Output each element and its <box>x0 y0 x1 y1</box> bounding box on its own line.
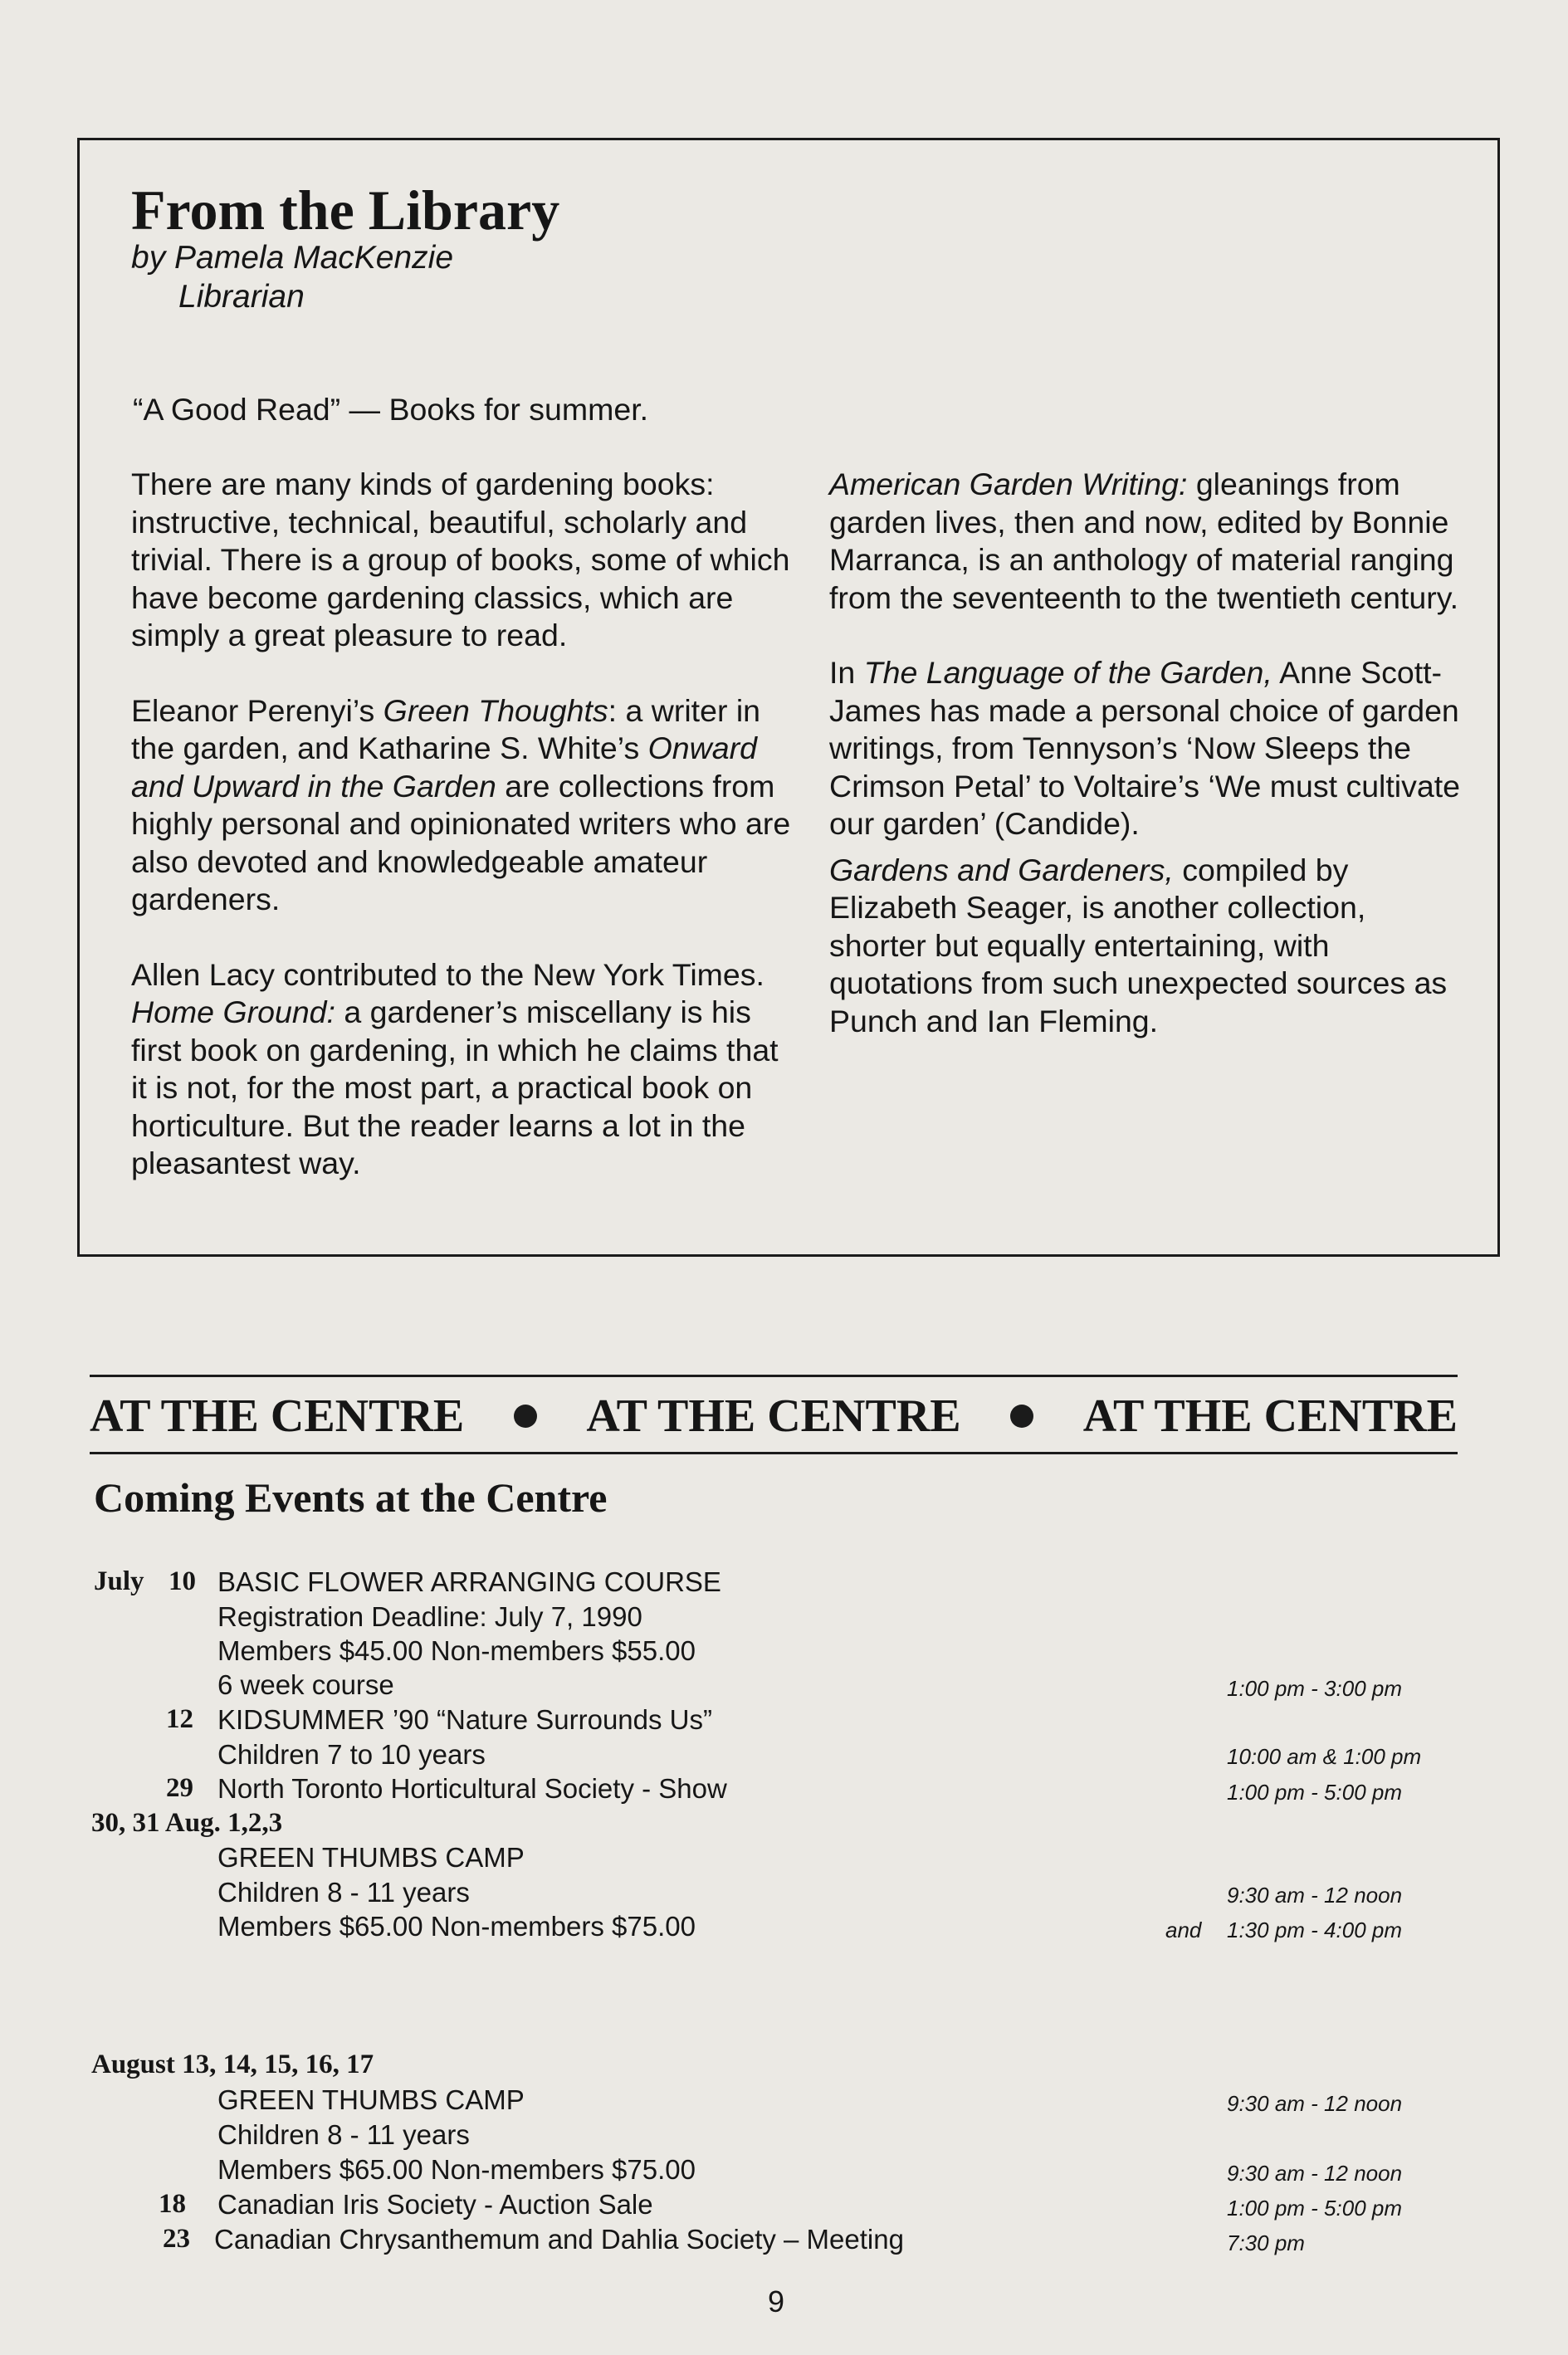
event-time: 9:30 am - 12 noon <box>1227 2091 1403 2116</box>
book-title: Gardens and Gardeners, <box>829 852 1174 887</box>
text-run: a gardener’s miscellany is his first book on gardening, in which he claims that it is not, for the most part, a practical book on horticulture. But the reader learns a lot in the pleasantest way. <box>131 994 779 1180</box>
event-time: 1:30 pm - 4:00 pm <box>1227 1918 1402 1942</box>
event-month: July <box>94 1566 144 1596</box>
event-time: 1:00 pm - 5:00 pm <box>1227 2196 1402 2221</box>
right-column <box>829 466 1468 1077</box>
banner-top-rule <box>90 1375 1458 1377</box>
event-detail: Children 8 - 11 years <box>217 2119 470 2150</box>
paragraph-american-garden-writing <box>829 466 1468 617</box>
text-run: gleanings from garden lives, then and now, edited by Bonnie Marranca, is an anthology of material ranging from the seventeenth to the twentieth century. <box>829 467 1459 615</box>
event-title: BASIC FLOWER ARRANGING COURSE <box>217 1566 721 1597</box>
byline-name: by Pamela MacKenzie <box>131 240 454 276</box>
event-date: 12 <box>166 1704 193 1734</box>
event-date: 30, 31 Aug. 1,2,3 <box>91 1808 283 1838</box>
event-title: KIDSUMMER ’90 “Nature Surrounds Us” <box>217 1704 712 1735</box>
event-title: Canadian Iris Society - Auction Sale <box>217 2189 653 2220</box>
event-title: North Toronto Horticultural Society - Show <box>217 1773 727 1804</box>
event-time: 7:30 pm <box>1227 2230 1305 2255</box>
left-column <box>131 466 795 1220</box>
event-time: 9:30 am - 12 noon <box>1227 1883 1403 1908</box>
event-detail: Members $45.00 Non-members $55.00 <box>217 1635 696 1666</box>
text-run: are collections from highly personal and opinionated writers who are also devoted and knowledgeable amateur gardeners. <box>131 768 791 916</box>
text-run: compiled by Elizabeth Seager, is another collection, shorter but equally entertaining, with quotations from such unexpected sources as Punch and Ian Fleming. <box>829 852 1448 1038</box>
event-detail: Children 8 - 11 years <box>217 1877 470 1908</box>
banner-bottom-rule <box>90 1452 1458 1454</box>
event-time: 1:00 pm - 3:00 pm <box>1227 1676 1402 1701</box>
tagline: “A Good Read” — Books for summer. <box>133 392 649 427</box>
text-run: Allen Lacy contributed to the New York Times. <box>131 956 764 992</box>
book-title: Home Ground: <box>131 994 335 1029</box>
event-detail: Members $65.00 Non-members $75.00 <box>217 1911 696 1942</box>
text-run: Anne Scott-James has made a personal choice of garden writings, from Tennyson’s ‘Now Sleeps the Crimson Petal’ to Voltaire’s ‘We must cultivate our garden’ (Candide). <box>829 655 1461 841</box>
banner-text: AT THE CENTRE <box>586 1390 961 1442</box>
paragraph-gardening-books: There are many kinds of gardening books: instructive, technical, beautiful, scholarly and trivial. There is a group of books, some of which have become gardening classics, which are simply a great pleasure to read. <box>131 467 790 652</box>
event-date: 18 <box>159 2189 186 2219</box>
page-number: 9 <box>768 2284 785 2318</box>
text-run: Eleanor Perenyi’s <box>131 692 383 728</box>
event-title: Canadian Chrysanthemum and Dahlia Society – Meeting <box>214 2224 904 2255</box>
events-title: Coming Events at the Centre <box>94 1474 608 1521</box>
event-detail: Children 7 to 10 years <box>217 1739 486 1770</box>
paragraph-allen-lacy <box>131 956 795 1183</box>
event-date: August 13, 14, 15, 16, 17 <box>91 2050 374 2079</box>
event-time: 1:00 pm - 5:00 pm <box>1227 1780 1402 1805</box>
paragraph-gardens-and-gardeners <box>829 852 1468 1041</box>
banner-text: AT THE CENTRE <box>1082 1390 1458 1442</box>
book-title: Onward and Upward in the Garden <box>131 730 757 804</box>
event-date: 10 <box>169 1566 196 1596</box>
banner-text: AT THE CENTRE <box>90 1390 465 1442</box>
book-title: The Language of the Garden, <box>863 655 1272 690</box>
bullet-dot-icon <box>514 1405 537 1428</box>
library-title: From the Library <box>131 178 560 242</box>
event-date: 23 <box>163 2224 190 2254</box>
byline-role: Librarian <box>178 279 305 315</box>
bullet-dot-icon <box>1010 1405 1033 1428</box>
event-time: 10:00 am & 1:00 pm <box>1227 1744 1422 1769</box>
event-detail: Members $65.00 Non-members $75.00 <box>217 2154 696 2185</box>
event-time-and: and <box>1165 1918 1202 1942</box>
event-detail: 6 week course <box>217 1669 394 1700</box>
book-title: American Garden Writing: <box>829 467 1188 501</box>
text-run: : a writer in the garden, and Katharine S. White’s <box>131 692 761 765</box>
event-date: 29 <box>166 1773 193 1803</box>
text-run: In <box>829 655 864 690</box>
centre-banner <box>90 1386 1458 1446</box>
event-detail: Registration Deadline: July 7, 1990 <box>217 1601 642 1632</box>
paragraph-perenyi-white <box>131 692 795 919</box>
event-title: GREEN THUMBS CAMP <box>217 1842 525 1873</box>
book-title: Green Thoughts <box>383 692 608 728</box>
event-title: GREEN THUMBS CAMP <box>217 2084 525 2115</box>
event-time: 9:30 am - 12 noon <box>1227 2161 1403 2186</box>
paragraph-language-of-garden <box>829 654 1468 843</box>
